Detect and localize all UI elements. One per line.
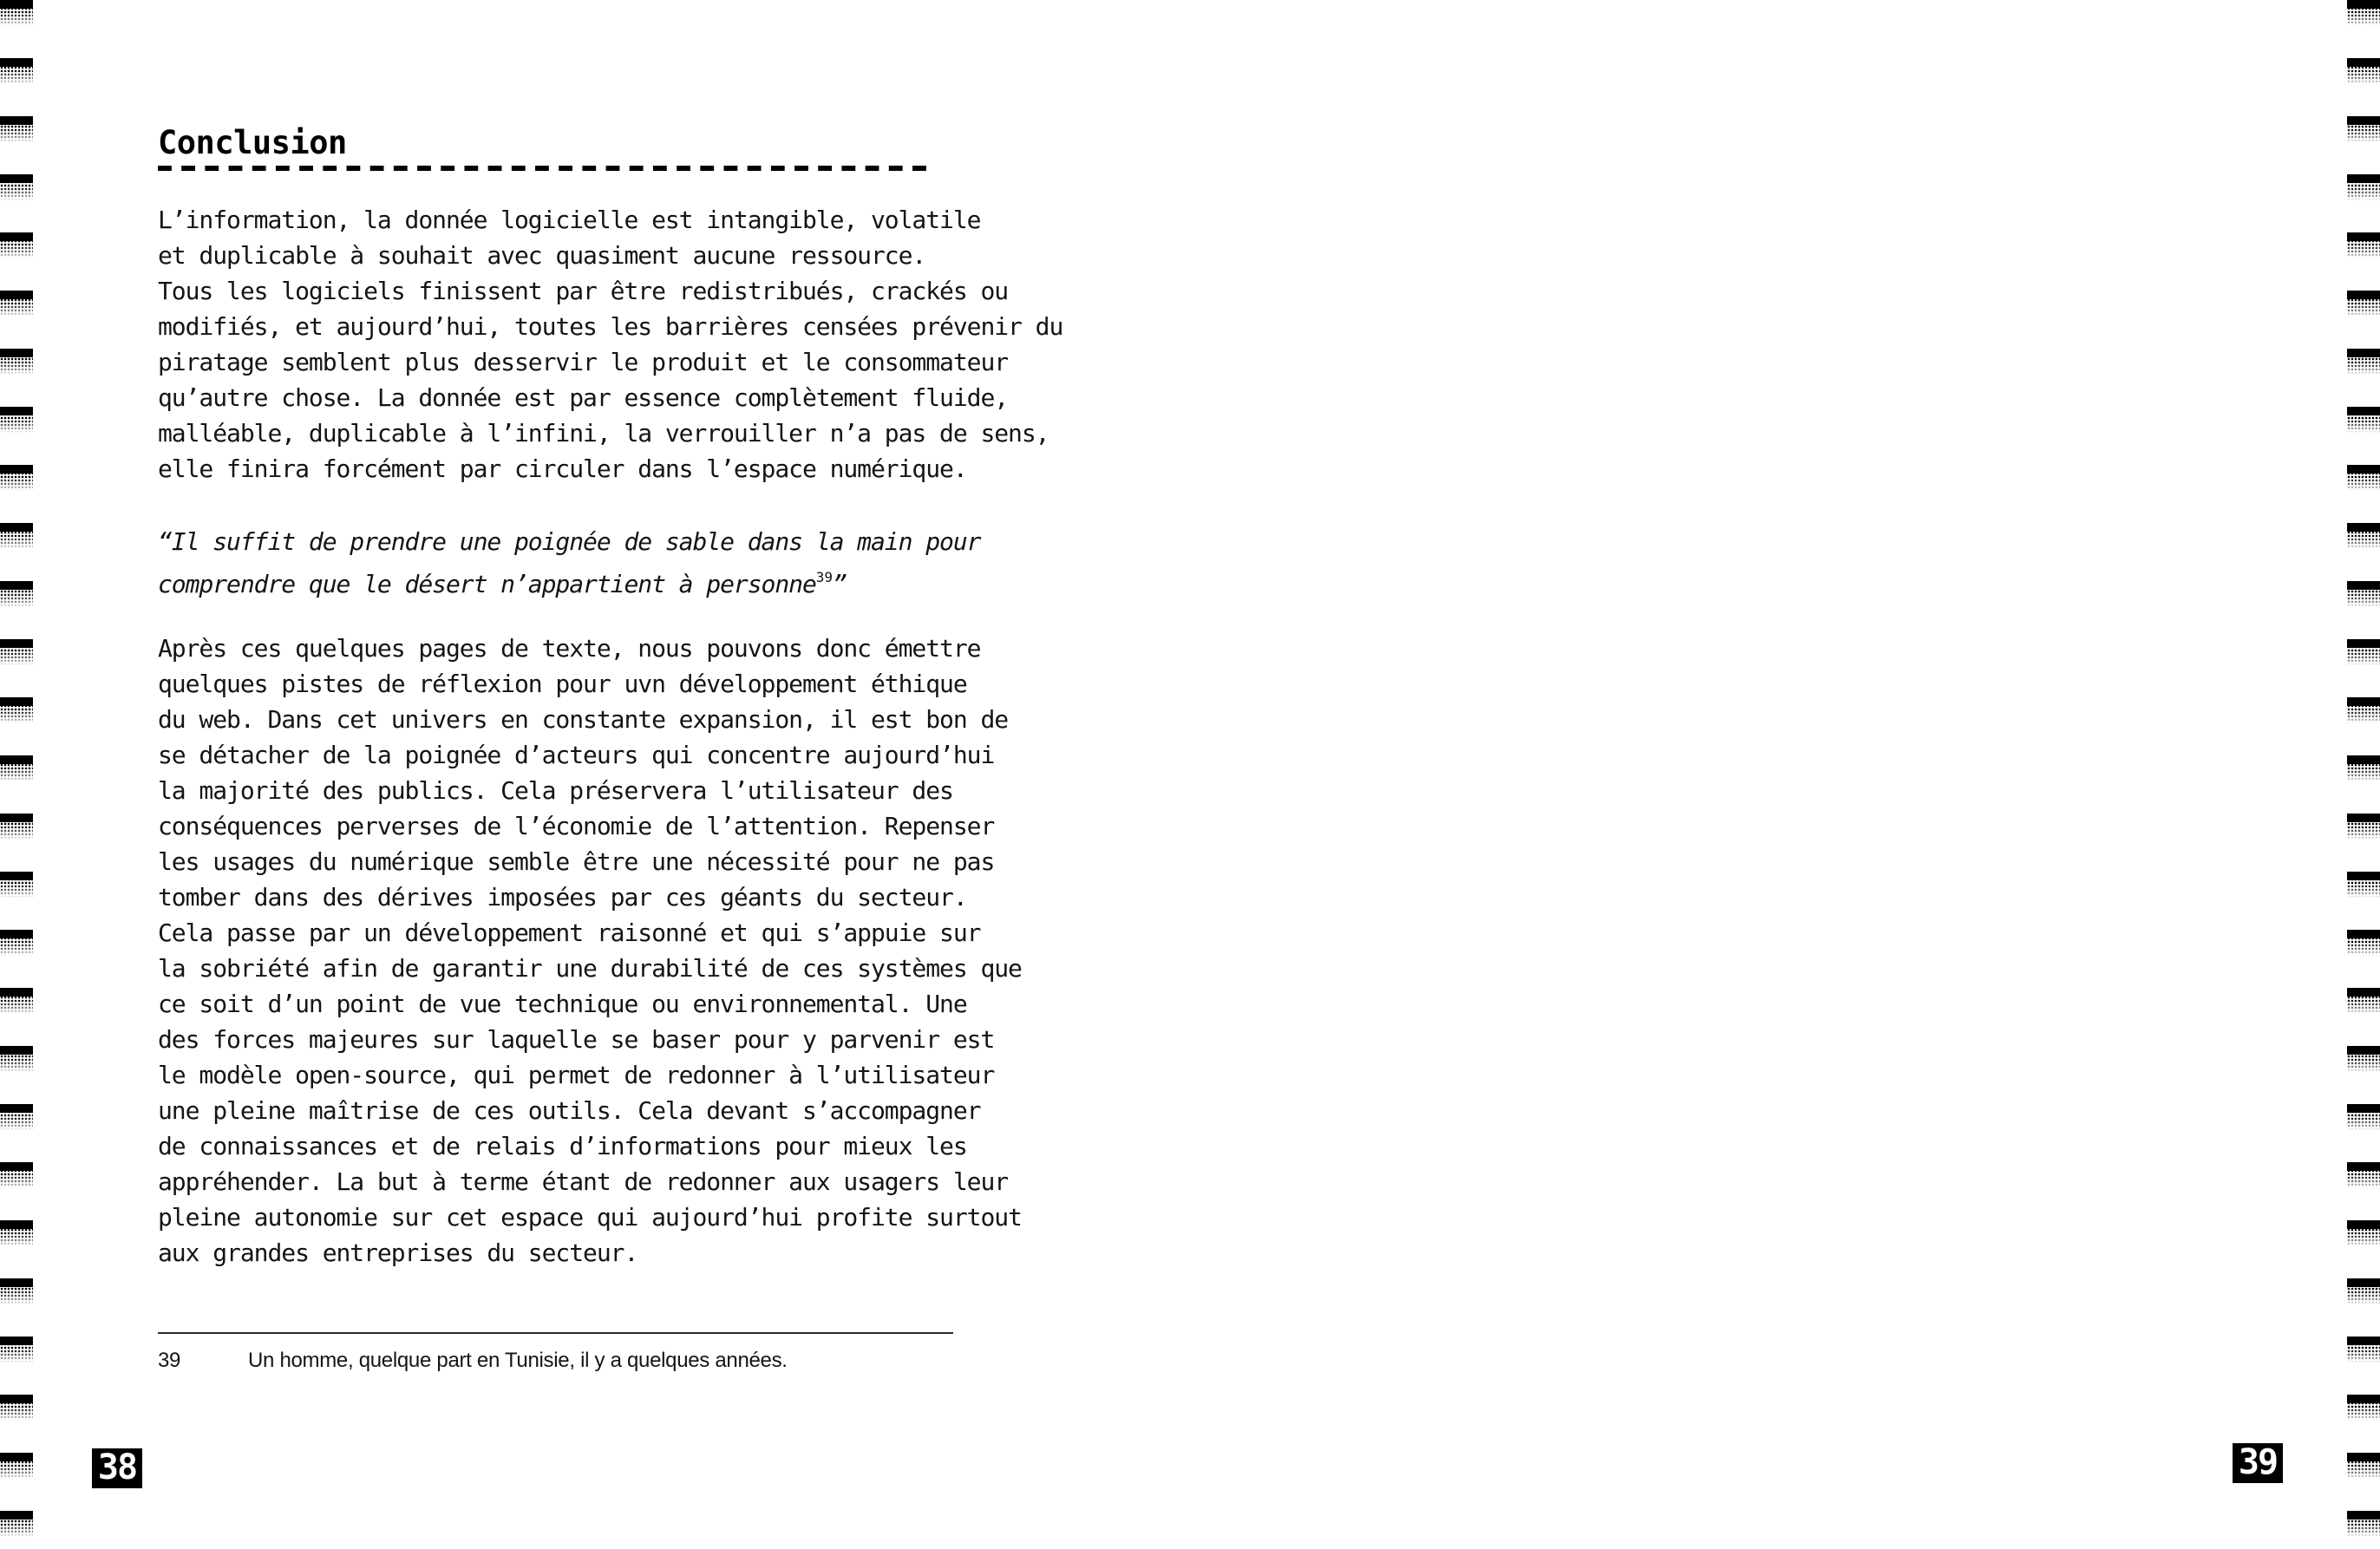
section-heading: Conclusion bbox=[158, 124, 347, 161]
conclusion-paragraph: Après ces quelques pages de texte, nous pouvons donc émettre quelques pistes de réflexion pour uvn développement éthique du web. Dans cet univers en constante expansion, il est bon de se détacher de la poignée d’acteurs qui concentre aujourd’hui la majorité des publics. Cela préservera l’utilisateur des conséquences perverses de l’économie de l’attention. Repenser les usages du numérique semble être une nécessité pour ne pas tomber dans des dérives imposées par ces géants du secteur. Cela passe par un développement raisonné et qui s’appuie sur la sobriété afin de garantir une durabilité de ces systèmes que ce soit d’un point de vue technique ou environnemental. Une des forces majeures sur laquelle se baser pour y parvenir est le modèle open-source, qui permet de redonner à l’utilisateur une pleine maîtrise de ces outils. Cela devant s’accompagner de connaissances et de relais d’informations pour mieux les appréhender. La but à terme étant de redonner aux usagers leur pleine autonomie sur cet espace qui aujourd’hui profite surtout aux grandes entreprises du secteur. bbox=[158, 634, 1022, 1267]
quote-block bbox=[158, 524, 981, 602]
intro-paragraph: L’information, la donnée logicielle est intangible, volatile et duplicable à souhait avec quasiment aucune ressource. Tous les logiciels finissent par être redistribués, crackés ou modifiés, et aujourd’hui, toutes les barrières censées prévenir du piratage semblent plus desservir le produit et le consommateur qu’autre chose. La donnée est par essence complètement fluide, malléable, duplicable à l’infini, la verrouiller n’a pas de sens, elle finira forcément par circuler dans l’espace numérique. bbox=[158, 206, 1063, 483]
page-number-left: 38 bbox=[92, 1448, 142, 1488]
footnote-reference: 39 bbox=[815, 569, 834, 585]
footnote-divider bbox=[158, 1332, 953, 1334]
page-number-right: 39 bbox=[2233, 1443, 2283, 1483]
quote-closing-mark: ” bbox=[833, 570, 847, 598]
heading-dashed-rule bbox=[158, 166, 930, 171]
right-page-edge-pattern bbox=[2347, 0, 2380, 1549]
footnote-number: 39 bbox=[158, 1349, 181, 1372]
footnote-text: Un homme, quelque part en Tunisie, il y a quelques années. bbox=[248, 1349, 788, 1372]
quote-line-1: “Il suffit de prendre une poignée de sable dans la main pour bbox=[158, 527, 981, 556]
quote-line-2: comprendre que le désert n’appartient à personne bbox=[158, 570, 816, 598]
left-page-edge-pattern bbox=[0, 0, 33, 1549]
